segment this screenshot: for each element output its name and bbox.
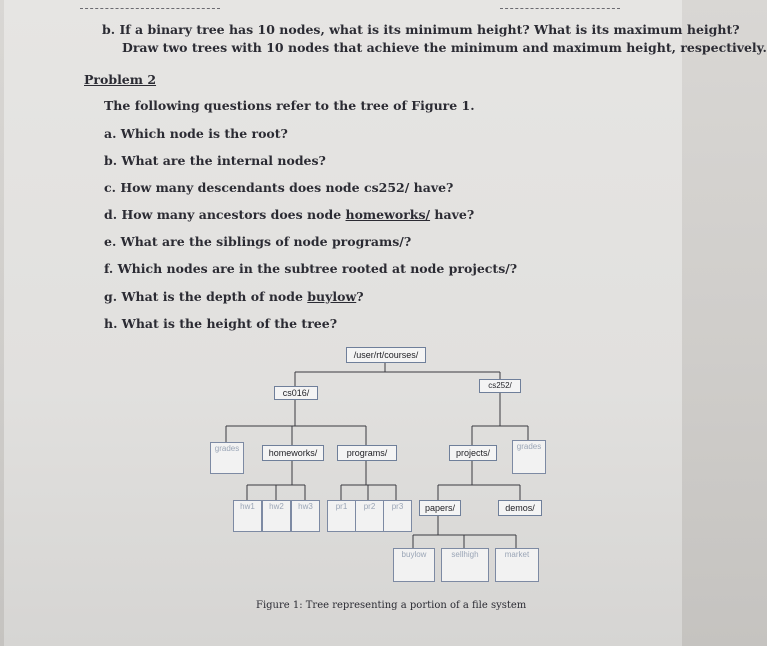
- tree-node-hw2: [262, 500, 291, 532]
- question-a: a. Which node is the root?: [104, 126, 288, 141]
- question-g-prefix: g. What is the depth of node: [104, 289, 308, 304]
- question-h: h. What is the height of the tree?: [104, 316, 338, 331]
- tree-node-buylow: [393, 548, 435, 582]
- tree-node-pr3: [383, 500, 412, 532]
- tree-node-market: [495, 548, 539, 582]
- pr2-label: pr2: [363, 502, 376, 511]
- buylow-label: buylow: [401, 550, 427, 559]
- pr1-label: pr1: [335, 502, 348, 511]
- market-label: market: [504, 550, 530, 559]
- tree-node-hw3: [291, 500, 320, 532]
- problem-title: Problem 2: [84, 72, 157, 87]
- tree-node-papers: papers/: [419, 500, 461, 516]
- question-f: f. Which nodes are in the subtree rooted at node projects/?: [104, 261, 518, 276]
- question-g-suffix: ?: [356, 289, 364, 304]
- question-d-word: homeworks/: [345, 207, 431, 222]
- question-d-suffix: have?: [430, 207, 475, 222]
- tree-node-root: /user/rt/courses/: [346, 347, 426, 363]
- tree-node-grades-right: [512, 440, 546, 474]
- tree-node-pr2: [355, 500, 384, 532]
- problem-intro: The following questions refer to the tree of Figure 1.: [104, 98, 475, 113]
- tree-node-grades-left: [210, 442, 244, 474]
- hw1-label: hw1: [240, 502, 255, 511]
- question-g-word: buylow: [307, 289, 357, 304]
- question-c: c. How many descendants does node cs252/ have?: [104, 180, 454, 195]
- grades-right-label: grades: [516, 442, 542, 451]
- question-d-prefix: d. How many ancestors does node: [104, 207, 346, 222]
- pr3-label: pr3: [391, 502, 404, 511]
- figure-caption: Figure 1: Tree representing a portion of a file system: [256, 600, 527, 611]
- tree-node-cs016: cs016/: [274, 386, 318, 400]
- tree-node-cs252: cs252/: [479, 379, 521, 393]
- grades-left-label: grades: [214, 444, 240, 453]
- question-b-line2: Draw two trees with 10 nodes that achieve the minimum and maximum height, respectively.: [122, 40, 767, 55]
- tree-node-programs: programs/: [337, 445, 397, 461]
- tree-node-homeworks: homeworks/: [262, 445, 324, 461]
- tree-node-projects: projects/: [449, 445, 497, 461]
- tree-node-sellhigh: [441, 548, 489, 582]
- question-e: e. What are the siblings of node programs/?: [104, 234, 412, 249]
- question-b-line1: b. If a binary tree has 10 nodes, what is its minimum height? What is its maximum height?: [102, 22, 740, 37]
- question-b: b. What are the internal nodes?: [104, 153, 326, 168]
- tree-node-pr1: [327, 500, 356, 532]
- tree-node-demos: demos/: [498, 500, 542, 516]
- hw3-label: hw3: [298, 502, 313, 511]
- tree-node-hw1: [233, 500, 262, 532]
- sellhigh-label: sellhigh: [451, 550, 479, 559]
- hw2-label: hw2: [269, 502, 284, 511]
